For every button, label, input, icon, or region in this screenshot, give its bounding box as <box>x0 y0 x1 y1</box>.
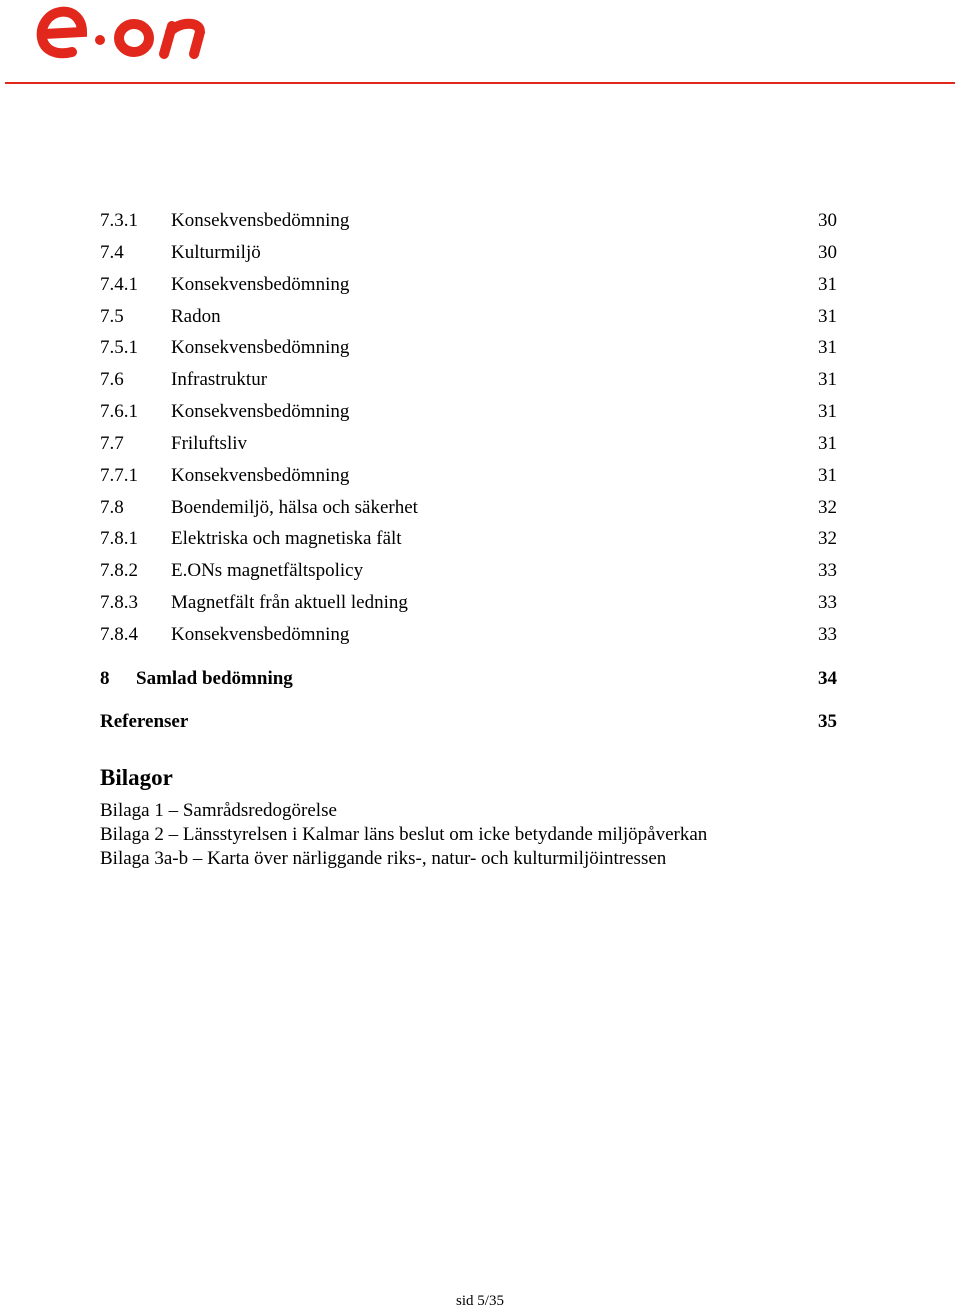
bilagor-list <box>100 799 707 871</box>
toc-entry-title: Radon <box>171 305 221 327</box>
toc-entry-number: 7.5 <box>100 305 124 327</box>
toc-entry[interactable] <box>100 334 837 366</box>
toc-entry[interactable] <box>100 398 837 430</box>
toc-entry-page: 31 <box>818 305 837 327</box>
bilaga-item: Bilaga 3a-b – Karta över närliggande riks-, natur- och kulturmiljöintressen <box>100 848 667 869</box>
toc-entry-title: Konsekvensbedömning <box>171 273 350 295</box>
toc-entry[interactable] <box>100 589 837 621</box>
toc-entry-page: 33 <box>818 623 837 645</box>
toc-entry-number: 7.7.1 <box>100 464 138 486</box>
eon-logo-mark <box>36 2 226 64</box>
toc-entry-number: 7.5.1 <box>100 337 138 359</box>
bilagor-heading: Bilagor <box>100 765 173 790</box>
toc-entry-title: Konsekvensbedömning <box>171 401 350 423</box>
toc-entry-number: 7.6 <box>100 369 124 391</box>
toc-entry-number: 7.8.4 <box>100 623 138 645</box>
toc-entry-title: Konsekvensbedömning <box>171 337 350 359</box>
toc-entry-number: 7.4 <box>100 241 124 263</box>
toc-entry-title: E.ONs magnetfältspolicy <box>171 560 364 582</box>
toc-references-page: 35 <box>818 711 837 732</box>
toc-entry-title: Boendemiljö, hälsa och säkerhet <box>171 496 418 518</box>
toc-entry[interactable] <box>100 525 837 557</box>
toc-entry-title: Konsekvensbedömning <box>171 210 350 231</box>
toc-entry-page: 31 <box>818 464 837 486</box>
toc-chapter-row[interactable] <box>100 665 837 693</box>
toc-entry-page: 32 <box>818 528 837 550</box>
page-number: sid 5/35 <box>456 1293 504 1309</box>
toc-entry[interactable] <box>100 621 837 653</box>
bilaga-item: Bilaga 2 – Länsstyrelsen i Kalmar läns beslut om icke betydande miljöpåverkan <box>100 824 708 845</box>
table-of-contents <box>100 207 837 653</box>
toc-entry-page: 31 <box>818 369 837 391</box>
toc-entry-page: 30 <box>818 210 837 231</box>
toc-entry-number: 7.3.1 <box>100 210 138 231</box>
toc-entry[interactable] <box>100 462 837 494</box>
toc-references-row[interactable] <box>100 708 837 736</box>
toc-entry[interactable] <box>100 557 837 589</box>
toc-entry-title: Magnetfält från aktuell ledning <box>171 592 408 614</box>
toc-entry-page: 31 <box>818 337 837 359</box>
toc-entry-page: 31 <box>818 273 837 295</box>
toc-entry-title: Konsekvensbedömning <box>171 623 350 645</box>
toc-entry-title: Infrastruktur <box>171 369 268 391</box>
toc-entry[interactable] <box>100 239 837 271</box>
toc-entry[interactable] <box>100 494 837 526</box>
toc-references-title: Referenser <box>100 711 189 732</box>
toc-entry-page: 30 <box>818 241 837 263</box>
toc-entry-number: 7.8.2 <box>100 560 138 582</box>
toc-entry-title: Friluftsliv <box>171 432 248 454</box>
toc-entry[interactable] <box>100 430 837 462</box>
toc-chapter-page: 34 <box>818 668 837 689</box>
toc-entry-title: Konsekvensbedömning <box>171 464 350 486</box>
toc-entry-number: 7.8.3 <box>100 592 138 614</box>
header-divider <box>5 82 955 84</box>
toc-entry-number: 7.7 <box>100 432 124 454</box>
toc-entry-number: 7.4.1 <box>100 273 138 295</box>
toc-entry-page: 33 <box>818 592 837 614</box>
toc-chapter-title: Samlad bedömning <box>136 668 293 689</box>
toc-entry-page: 33 <box>818 560 837 582</box>
toc-entry-title: Elektriska och magnetiska fält <box>171 528 402 550</box>
toc-entry[interactable] <box>100 207 837 239</box>
toc-entry-number: 7.6.1 <box>100 401 138 423</box>
toc-entry[interactable] <box>100 303 837 335</box>
toc-entry-page: 31 <box>818 401 837 423</box>
toc-entry-number: 7.8 <box>100 496 124 518</box>
toc-entry-page: 31 <box>818 432 837 454</box>
toc-entry[interactable] <box>100 366 837 398</box>
eon-logo <box>36 2 226 64</box>
toc-entry-page: 32 <box>818 496 837 518</box>
toc-chapter-number: 8 <box>100 668 110 689</box>
toc-entry-number: 7.8.1 <box>100 528 138 550</box>
toc-entry-title: Kulturmiljö <box>171 241 261 263</box>
toc-entry[interactable] <box>100 271 837 303</box>
bilaga-item: Bilaga 1 – Samrådsredogörelse <box>100 800 337 821</box>
